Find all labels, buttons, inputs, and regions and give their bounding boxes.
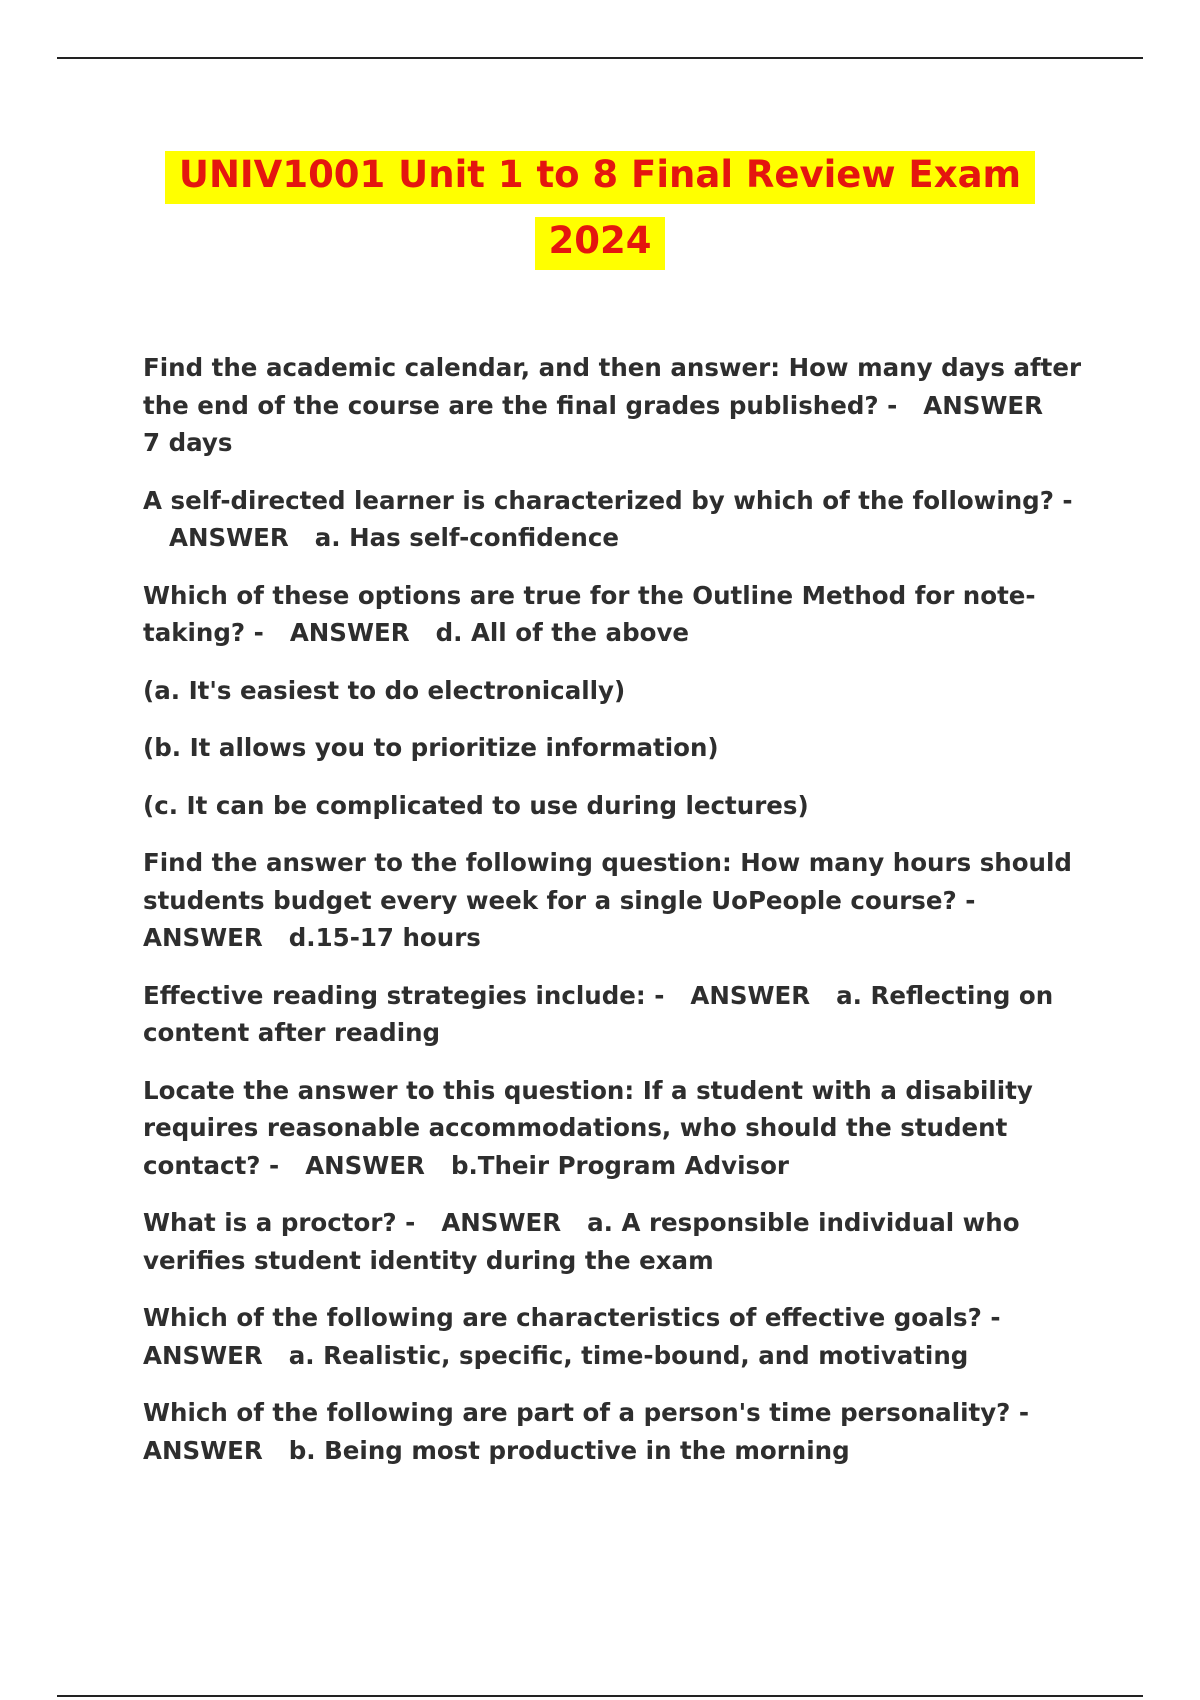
top-rule — [57, 57, 1143, 59]
option-line — [143, 729, 1083, 767]
question-text: Which of the following are characteristics of effective goals? - — [143, 1303, 1001, 1332]
answer-text: 7 days — [143, 428, 233, 457]
answer-label: ANSWER — [169, 523, 289, 552]
option-text: (c. It can be complicated to use during lectures) — [143, 790, 809, 820]
answer-text: a. Has self-confidence — [314, 523, 619, 552]
answer-label: ANSWER — [690, 980, 811, 1010]
bottom-rule — [57, 1695, 1143, 1697]
option-line — [143, 787, 1083, 825]
qa-item — [143, 1204, 1083, 1279]
answer-text: a. Reflecting on content after reading — [143, 980, 1054, 1047]
page-title — [120, 142, 1080, 274]
qa-item — [143, 482, 1083, 557]
qa-item — [143, 1072, 1083, 1185]
qa-item — [143, 844, 1083, 957]
question-text: Which of the following are part of a person's time personality? - — [143, 1398, 1030, 1427]
question-text: Locate the answer to this question: If a student with a disability requires reasonable accommodations, who should the student contact? - — [143, 1075, 1033, 1180]
qa-item — [143, 349, 1083, 462]
answer-label: ANSWER — [143, 1435, 263, 1465]
answer-text: a. A responsible individual who verifies student identity during the exam — [143, 1208, 1020, 1275]
question-text: A self-directed learner is characterized by which of the following? - — [143, 485, 1073, 515]
answer-label: ANSWER — [289, 618, 410, 647]
answer-label: ANSWER — [143, 1340, 263, 1370]
answer-text: b.Their Program Advisor — [450, 1150, 790, 1180]
question-text: Effective reading strategies include: - — [143, 980, 665, 1010]
title-line-2: 2024 — [535, 217, 666, 270]
question-text: Find the answer to the following question: How many hours should students budget every week for a single UoPeople course? - — [143, 848, 1072, 915]
answer-text: d. All of the above — [435, 618, 690, 647]
answer-text: a. Realistic, specific, time-bound, and motivating — [288, 1340, 969, 1370]
qa-item — [143, 1394, 1083, 1469]
qa-item — [143, 577, 1083, 652]
option-text: (b. It allows you to prioritize information) — [143, 733, 719, 762]
option-line — [143, 672, 1083, 710]
qa-list — [143, 349, 1083, 1489]
title-line-1: UNIV1001 Unit 1 to 8 Final Review Exam — [165, 151, 1035, 204]
answer-label: ANSWER — [441, 1208, 562, 1237]
answer-text: b. Being most productive in the morning — [288, 1435, 850, 1465]
qa-item — [143, 977, 1083, 1052]
question-text: What is a proctor? - — [143, 1208, 416, 1237]
answer-label: ANSWER — [143, 923, 263, 952]
question-text: Find the academic calendar, and then answer: How many days after the end of the course are the final grades published? - — [143, 353, 1082, 420]
option-text: (a. It's easiest to do electronically) — [143, 675, 626, 705]
answer-label: ANSWER — [923, 390, 1044, 420]
answer-label: ANSWER — [305, 1150, 425, 1180]
qa-item — [143, 1299, 1083, 1374]
question-text: Which of these options are true for the Outline Method for note-taking? - — [143, 580, 1036, 647]
answer-text: d.15-17 hours — [288, 923, 481, 952]
